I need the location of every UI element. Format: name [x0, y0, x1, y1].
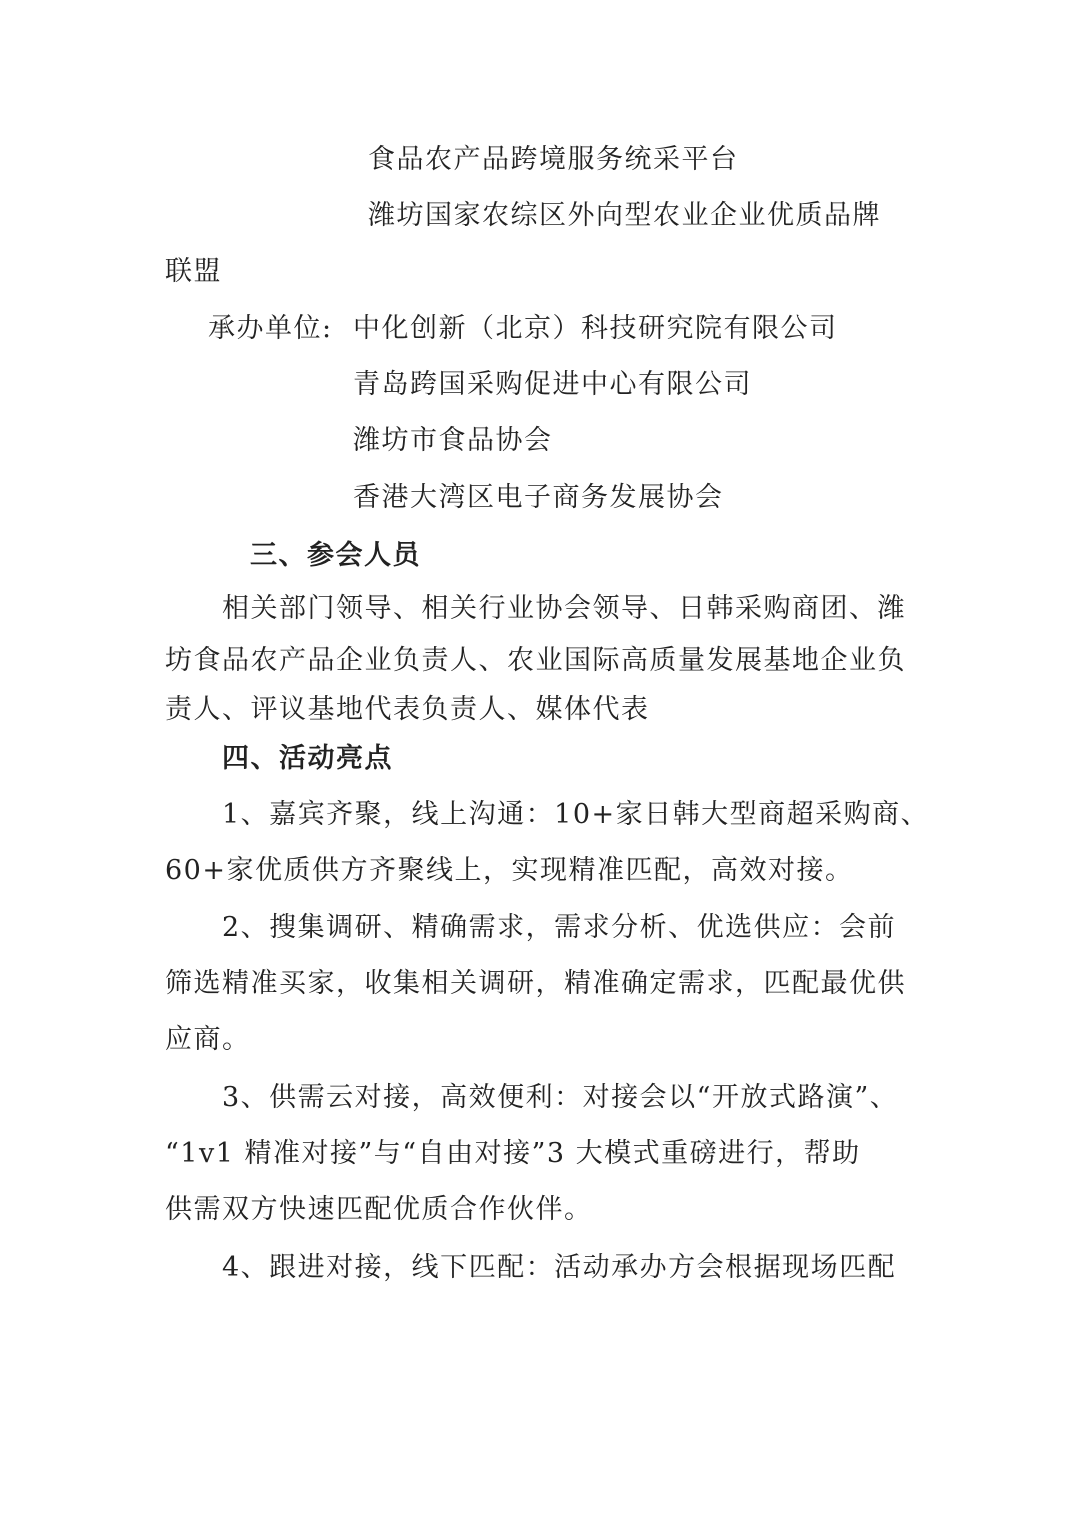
undertaker-item: 中化创新（北京）科技研究院有限公司 — [353, 313, 838, 344]
section-heading: 四、活动亮点 — [222, 743, 393, 774]
section-heading: 三、参会人员 — [250, 540, 421, 571]
paragraph-line: 应商。 — [165, 1024, 251, 1055]
paragraph-line: 坊食品农产品企业负责人、农业国际高质量发展基地企业负 — [165, 645, 906, 676]
paragraph-line: 3、供需云对接，高效便利：对接会以“开放式路演”、 — [222, 1082, 899, 1113]
undertaker-label: 承办单位: — [208, 313, 333, 344]
undertaker-item: 青岛跨国采购促进中心有限公司 — [353, 369, 752, 400]
paragraph-line: 4、跟进对接，线下匹配：活动承办方会根据现场匹配 — [222, 1252, 897, 1283]
paragraph-line: 60+家优质供方齐聚线上，实现精准匹配，高效对接。 — [165, 855, 854, 886]
undertaker-item: 潍坊市食品协会 — [353, 425, 553, 456]
organizer-line: 潍坊国家农综区外向型农业企业优质品牌 — [368, 200, 881, 231]
paragraph-line: 1、嘉宾齐聚，线上沟通：10+家日韩大型商超采购商、 — [222, 799, 930, 830]
organizer-line: 联盟 — [165, 256, 222, 287]
paragraph-line: 2、搜集调研、精确需求，需求分析、优选供应：会前 — [222, 912, 897, 943]
organizer-line: 食品农产品跨境服务统采平台 — [368, 144, 739, 175]
paragraph-line: 相关部门领导、相关行业协会领导、日韩采购商团、潍 — [222, 593, 906, 624]
paragraph-line: 筛选精准买家，收集相关调研，精准确定需求，匹配最优供 — [165, 968, 906, 999]
paragraph-line: 责人、评议基地代表负责人、媒体代表 — [165, 694, 650, 725]
paragraph-line: 供需双方快速匹配优质合作伙伴。 — [165, 1194, 593, 1225]
paragraph-line: “1v1 精准对接”与“自由对接”3 大模式重磅进行，帮助 — [165, 1138, 861, 1169]
undertaker-item: 香港大湾区电子商务发展协会 — [353, 482, 724, 513]
